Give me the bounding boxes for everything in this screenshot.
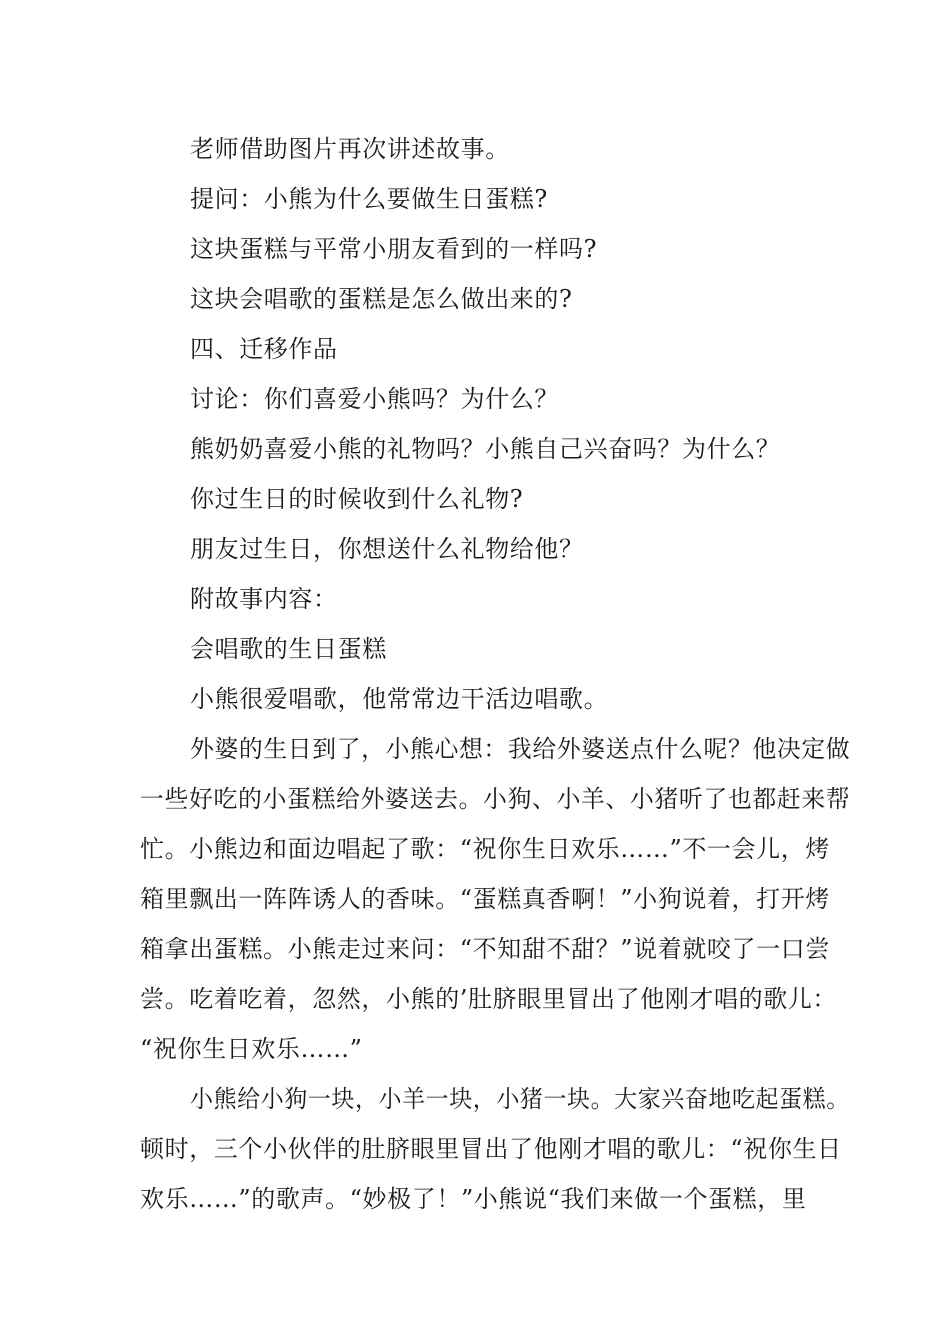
paragraph-line: 尝。吃着吃着，忽然，小熊的’肚脐眼里冒出了他刚才唱的歌儿： [140, 985, 838, 1013]
paragraph-line: 外婆的生日到了，小熊心想：我给外婆送点什么呢？他决定做 [190, 735, 851, 763]
paragraph-line: 顿时，三个小伙伴的肚脐眼里冒出了他刚才唱的歌儿：“祝你生日 [140, 1135, 842, 1163]
text-line-6: 讨论：你们喜爱小熊吗？为什么？ [190, 385, 559, 413]
paragraph-line: 一些好吃的小蛋糕给外婆送去。小狗、小羊、小猪听了也都赶来帮 [140, 785, 851, 813]
text-line-2: 提问：小熊为什么要做生日蛋糕? [190, 185, 548, 213]
text-line-8: 你过生日的时候收到什么礼物? [190, 485, 524, 513]
section-heading: 四、迁移作品 [190, 335, 338, 363]
paragraph-line: 箱里飘出一阵阵诱人的香味。“蛋糕真香啊！”小狗说着，打开烤 [140, 885, 830, 913]
paragraph-line: 箱拿出蛋糕。小熊走过来问：“不知甜不甜？”说着就咬了一口尝 [140, 935, 830, 963]
paragraph-line: “祝你生日欢乐……” [140, 1035, 363, 1063]
text-line-3: 这块蛋糕与平常小朋友看到的一样吗? [190, 235, 598, 263]
text-line-1: 老师借助图片再次讲述故事。 [190, 135, 510, 163]
text-line-9: 朋友过生日，你想送什么礼物给他？ [190, 535, 584, 563]
text-line-7: 熊奶奶喜爱小熊的礼物吗？小熊自己兴奋吗？为什么？ [190, 435, 781, 463]
text-line-4: 这块会唱歌的蛋糕是怎么做出来的? [190, 285, 573, 313]
paragraph-line: 忙。小熊边和面边唱起了歌：“祝你生日欢乐……”不一会儿，烤 [140, 835, 830, 863]
paragraph-line: 小熊给小狗一块，小羊一块，小猪一块。大家兴奋地吃起蛋糕。 [190, 1085, 850, 1113]
appendix-label: 附故事内容： [190, 585, 338, 613]
story-intro: 小熊很爱唱歌，他常常边干活边唱歌。 [190, 685, 609, 713]
story-title: 会唱歌的生日蛋糕 [190, 635, 387, 663]
paragraph-line: 欢乐……”的歌声。“妙极了！”小熊说“我们来做一个蛋糕，里 [140, 1185, 807, 1213]
